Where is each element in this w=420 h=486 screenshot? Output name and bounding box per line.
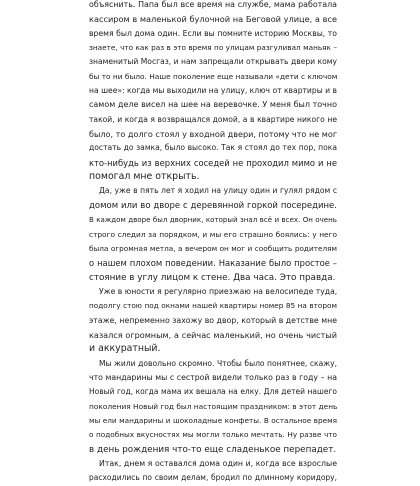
text-line: бы то ни было. Наше поколение еще называли «дети с ключом <box>89 71 338 81</box>
paragraph-4 <box>89 357 337 457</box>
text-line: подолгу стою под окнами нашей квартиры номер 85 на втором <box>89 301 337 311</box>
text-line: Новый год, когда мама их вешала на елку. Для детей нашего <box>89 387 337 397</box>
paragraph-2 <box>89 184 337 284</box>
text-line: расходились по своим делам, бродил по длинному коридору, <box>89 473 337 483</box>
text-line: домом или во дворе с деревянной горкой посередине. <box>89 200 337 211</box>
text-line: в день рождения что-то еще сладенькое перепадет. <box>89 444 337 455</box>
text-line: о подобных вкусностях мы могли только мечтать. Ну разве что <box>89 430 337 440</box>
text-line: Уже в юности я регулярно приезжаю на велосипеде туда, <box>99 286 338 296</box>
text-column <box>89 0 337 486</box>
paragraph-1 <box>89 0 337 184</box>
text-line: мы ели мандарины и шоколадные конфеты. В остальное время <box>89 415 337 425</box>
text-line: что мандарины мы с сестрой видели только раз в году – на <box>89 372 337 382</box>
text-line: Итак, днем я оставался дома один и, когда все взрослые <box>99 459 337 468</box>
text-line: была огромная метла, а вечером он мог и сообщить родителям <box>89 243 337 253</box>
text-line: знаменитый Мосгаз, и нам запрещали открывать двери кому <box>89 57 337 67</box>
text-line: этаже, непременно захожу во двор, который в детстве мне <box>89 315 337 325</box>
text-line: кто-нибудь из верхних соседей не проходил мимо и не <box>89 157 337 168</box>
paragraph-3 <box>89 285 337 357</box>
text-line: казался огромным, а сейчас маленький, но очень чистый <box>89 329 337 340</box>
text-line: такой, и когда я возвращался домой, а в квартире никого не <box>89 114 337 124</box>
text-line: достать до замка, было высоко. Так я стоял до тех пор, пока <box>89 143 337 153</box>
text-line: Мы жили довольно скромно. Чтобы было понятнее, скажу, <box>99 358 337 368</box>
text-line: на шее»: когда мы выходили на улицу, ключ от квартиры и в <box>89 86 337 96</box>
text-line: строго следил за порядком, и мы его страшно боялись: у него <box>89 229 337 239</box>
text-line: о нашем плохом поведении. Наказание было простое – <box>89 258 337 269</box>
text-line: самом деле висел на шее на веревочке. У меня был точно <box>89 100 337 110</box>
text-line: знаете, что как раз в это время по улицам разгуливал маньяк – <box>89 43 337 53</box>
text-line: было, то долго стоял у входной двери, потому что не мог <box>89 129 338 140</box>
text-line: помогал мне открыть. <box>89 171 200 183</box>
text-line: стояние в углу лицом к стене. Два часа. Это правда. <box>89 272 336 283</box>
text-line: поколения Новый год был настоящим праздником: в этот день <box>89 401 338 411</box>
text-line: время был дома один. Если вы помните историю Москвы, то <box>89 28 337 38</box>
paragraph-5 <box>89 457 337 486</box>
text-line: и аккуратный. <box>89 343 161 355</box>
text-line: В каждом дворе был дворник, который знал всё и всех. Он очень <box>89 215 337 225</box>
text-line: кассиром в маленькой булочной на Беговой улице, а все <box>89 14 337 25</box>
text-line: объяснить. Папа был все время на службе, мама работала <box>89 0 337 9</box>
text-line: Да, уже в пять лет я ходил на улицу один и гулял рядом с <box>99 186 337 196</box>
